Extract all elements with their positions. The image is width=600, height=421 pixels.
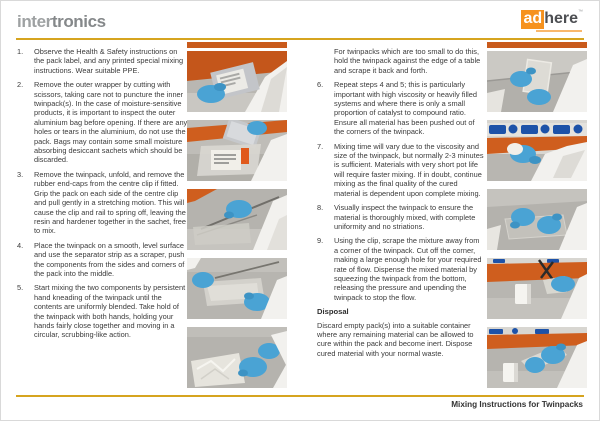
- step-5-continued-text: For twinpacks which are too small to do this, hold the twinpack against the edge of a table and scrape it back and forth.: [334, 47, 481, 75]
- step-text: Observe the Health & Safety instructions on the pack label, and any printed special mixing instructions. Wear suitable PPE.: [34, 47, 184, 75]
- step-text: Remove the outer wrapper by cutting with scissors, taking care not to puncture the inner twinpack(s). In the case of moisture-sensitive products, it is important to inspect the outer aluminium bag before opening. If there are any holes or tears in the aluminium, do not use the pack. Bags may contain some small moisture absorbing desiccant sachets which should be discarded.: [34, 80, 188, 165]
- photo-step-8-inspecting-pack: [487, 189, 587, 250]
- instructions-column-right: [317, 47, 484, 358]
- photo-strip-left: [187, 42, 287, 396]
- instruction-step-3: [17, 170, 188, 236]
- step-number: 6.: [317, 80, 324, 90]
- photo-step-3-removing-clip: [187, 189, 287, 250]
- step-number: 5.: [17, 283, 24, 293]
- instruction-step-2: [17, 80, 188, 165]
- step-number: 8.: [317, 203, 324, 213]
- photo-strip-accent-bar: [187, 42, 287, 48]
- photo-step-1-holding-pack: [187, 51, 287, 112]
- step-text: Start mixing the two components by persistent hand kneading of the twinpack until the contents are uniformly blended. Take hold of the twinpack with both hands, holding your hands fairly close together and moving in a circular, scrubbing-like action.: [34, 283, 186, 340]
- instructions-column-left: [17, 47, 188, 345]
- footer-divider-line: [16, 395, 584, 397]
- intertronics-logo-part2: tronics: [51, 12, 106, 31]
- step-number: 3.: [17, 169, 24, 179]
- disposal-text: Discard empty pack(s) into a suitable container where any remaining material can be allowed to cure within the pack and become inert. Dispose cured material with your normal waste.: [317, 320, 474, 358]
- photo-step-5-kneading-pack: [187, 327, 287, 388]
- adhere-logo: [521, 10, 583, 32]
- step-text: Mixing time will vary due to the viscosity and size of the twinpack, but normally 2-3 minutes is sufficient. Materials with very short pot life will require faster mixing. If in doubt, continue mixing as the final quality of the cured material is dependent upon complete mixing.: [334, 141, 484, 198]
- step-text: Using the clip, scrape the mixture away from a corner of the twinpack. Cut off the corner, making a large enough hole for your required rate of flow. Dispense the mixed material by squeezing the twinpack from the bottom, releasing the pressure and upending the twinpack to stop the flow.: [334, 236, 482, 302]
- instruction-step-6: [317, 80, 484, 136]
- photo-step-9-dispensing-into-cup: [487, 327, 587, 388]
- trademark-symbol: ™: [578, 9, 583, 15]
- photo-step-9-cutting-corner: [487, 258, 587, 319]
- instruction-step-8: [317, 203, 484, 231]
- photo-step-7-mixing-by-hand: [487, 120, 587, 181]
- step-text: Repeat steps 4 and 5; this is particularly important with high viscosity or heavily filled systems and where there is only a small proportion of catalyst to compound ratio. Ensure all material has been pushed out of the corners of the twinpack.: [334, 80, 477, 137]
- instruction-step-1: [17, 47, 188, 75]
- header-divider-line: [16, 38, 584, 40]
- disposal-heading: Disposal: [317, 307, 349, 317]
- step-number: 2.: [17, 80, 24, 90]
- step-number: 4.: [17, 240, 24, 250]
- instruction-step-9: [317, 236, 484, 302]
- instruction-step-5: [17, 283, 188, 339]
- adhere-tagline-bar: [536, 30, 582, 32]
- document-title: Mixing Instructions for Twinpacks: [451, 400, 583, 409]
- step-number: 7.: [317, 141, 324, 151]
- adhere-logo-ad: ad: [521, 10, 545, 29]
- step-text: Remove the twinpack, unfold, and remove the rubber end-caps from the centre clip if fitted. Grip the pack on each side of the centre clip and pull gently in a stretching motion. This will cause the clip and rail to spring off, leaving the resin and hardener together in the sachet, free to mix.: [34, 169, 187, 236]
- document-page: [1, 1, 599, 420]
- step-number: 9.: [317, 236, 324, 246]
- photo-step-2-opening-wrapper: [187, 120, 287, 181]
- step-text: Visually inspect the twinpack to ensure the material is thoroughly mixed, with complete uniformity and no striations.: [334, 203, 476, 231]
- adhere-logo-here: here: [544, 10, 578, 27]
- photo-step-6-table-edge-scrape: [487, 51, 587, 112]
- instruction-step-4: [17, 241, 188, 279]
- step-text: Place the twinpack on a smooth, level surface and use the separator strip as a scraper, push the components from the sides and corners of the pack into the middle.: [34, 240, 185, 278]
- intertronics-logo: [17, 12, 106, 32]
- photo-step-4-scraping-pack: [187, 258, 287, 319]
- step-number: 1.: [17, 47, 24, 56]
- photo-strip-accent-bar: [487, 42, 587, 48]
- photo-strip-right: [487, 42, 587, 396]
- instruction-step-7: [317, 142, 484, 198]
- intertronics-logo-part1: inter: [17, 12, 52, 31]
